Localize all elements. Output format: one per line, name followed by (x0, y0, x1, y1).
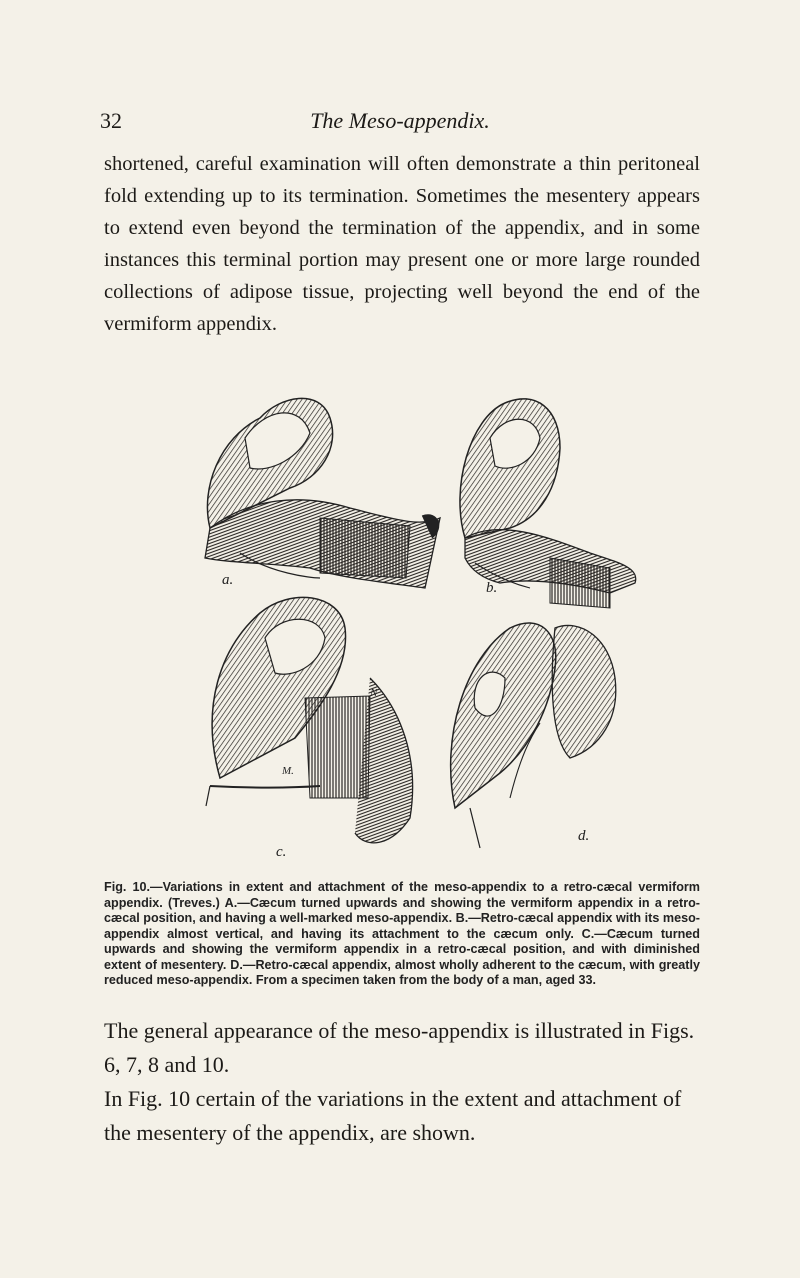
running-title: The Meso-appendix. (310, 108, 490, 133)
figure-10-illustration (170, 378, 640, 866)
drawing-a (205, 398, 440, 588)
drawing-d (451, 623, 616, 848)
label-a: a. (222, 572, 234, 588)
body-paragraph-2: In Fig. 10 certain of the variations in the extent and attachment of the mesentery of the appendix, are shown. (104, 1086, 682, 1145)
figure-caption: Fig. 10.—Variations in extent and attachment of the meso-appendix to a retro-cæcal vermiform appendix. (Treves.) A.—Cæcum turned upwards and showing the vermiform appendix in a retro-cæcal position, and having a well-marked meso-appendix. B.—Retro-cæcal appendix with its meso-appendix almost vertical, and having its attachment to the cæcum only. C.—Cæcum turned upwards and showing the vermiform appendix in a retro-cæcal position, and with diminished extent of mesentery. D.—Retro-cæcal appendix, almost wholly adherent to the cæcum, with greatly reduced meso-appendix. From a specimen taken from the body of a man, aged 33. (104, 880, 700, 987)
drawing-c (206, 597, 413, 842)
body-paragraph-top: shortened, careful examination will often demonstrate a thin peritoneal fold extending up to its termination. Sometimes the mesentery appears to extend even beyond the termination of the appendix, and in some instances this terminal portion may present one or more large rounded collections of adipose tissue, projecting well beyond the end of the vermiform appendix. (104, 153, 700, 335)
body-paragraph-1: The general appearance of the meso-appendix is illustrated in Figs. 6, 7, 8 and 10. (104, 1018, 695, 1077)
page-header (100, 108, 700, 138)
label-c: c. (276, 844, 287, 860)
page-number: 32 (100, 108, 122, 133)
label-m: M. (282, 765, 294, 777)
drawing-b (460, 399, 636, 608)
label-d: d. (578, 828, 590, 844)
label-n: N (370, 687, 378, 699)
body-paragraphs-bottom (104, 1014, 700, 1150)
label-b: b. (486, 580, 498, 596)
